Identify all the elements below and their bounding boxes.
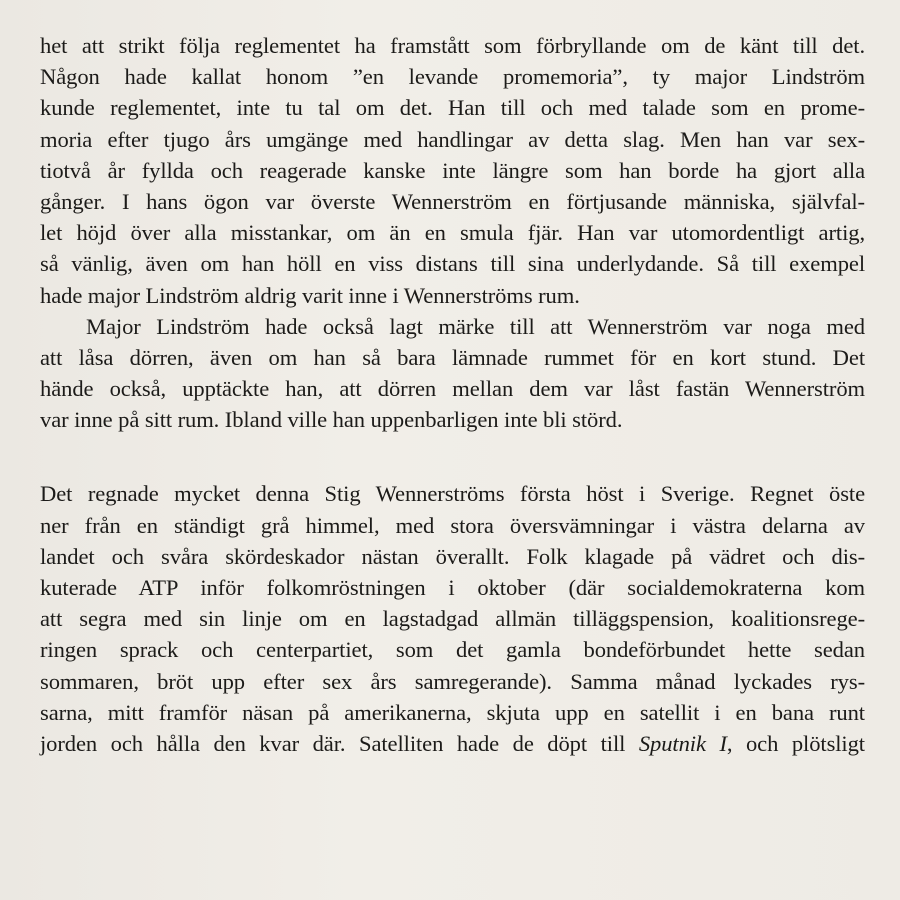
section-break xyxy=(40,435,865,478)
text-fragment: , och plötsligt xyxy=(726,730,865,756)
text-line: var inne på sitt rum. Ibland ville han uppenbarligen inte bli störd. xyxy=(40,407,623,433)
text-line: Det regnade mycket denna Stig Wennerströms första höst i Sverige. Regnet öste xyxy=(40,481,865,507)
text-line: sarna, mitt framför näsan på amerikanerna, skjuta upp en satellit i en bana runt xyxy=(40,699,865,725)
text-fragment: jorden och hålla den kvar där. Satelliten hade de döpt till xyxy=(40,730,639,756)
text-line xyxy=(40,728,865,759)
text-line: let höjd över alla misstankar, om än en smula fjär. Han var utomordentligt artig, xyxy=(40,220,865,246)
text-line: ner från en ständigt grå himmel, med stora översvämningar i västra delarna av xyxy=(40,512,865,538)
body-text xyxy=(40,30,865,759)
text-line: het att strikt följa reglementet ha framstått som förbryllande om de känt till det. xyxy=(40,33,865,58)
paragraph-2 xyxy=(40,311,865,436)
text-line: moria efter tjugo års umgänge med handlingar av detta slag. Men han var sex- xyxy=(40,126,865,152)
text-line: Någon hade kallat honom ”en levande promemoria”, ty major Lindström xyxy=(40,64,865,90)
text-line: hände också, upptäckte han, att dörren mellan dem var låst fastän Wennerström xyxy=(40,376,865,402)
text-line: hade major Lindström aldrig varit inne i Wennerströms rum. xyxy=(40,282,580,308)
italic-title: Sputnik I xyxy=(638,730,727,756)
text-line: Major Lindström hade också lagt märke till att Wennerström var noga med xyxy=(86,313,865,339)
text-line: ringen sprack och centerpartiet, som det gamla bondeförbundet hette sedan xyxy=(40,637,865,663)
text-line: landet och svåra skördeskador nästan överallt. Folk klagade på vädret och dis- xyxy=(40,543,865,569)
paragraph-1 xyxy=(40,30,865,311)
text-line: att låsa dörren, även om han så bara lämnade rummet för en kort stund. Det xyxy=(40,344,865,370)
text-line: gånger. I hans ögon var överste Wennerström en förtjusande människa, självfal- xyxy=(40,188,865,214)
text-line: så vänlig, även om han höll en viss distans till sina underlydande. Så till exempel xyxy=(40,251,865,277)
text-line: kuterade ATP inför folkomröstningen i oktober (där socialdemokraterna kom xyxy=(40,575,865,600)
text-line: kunde reglementet, inte tu tal om det. Han till och med talade som en prome- xyxy=(40,95,865,121)
text-line: att segra med sin linje om en lagstadgad allmän tilläggspension, koalitionsrege- xyxy=(40,606,865,632)
text-line: tiotvå år fyllda och reagerade kanske inte längre som han borde ha gjort alla xyxy=(40,157,865,183)
text-line: sommaren, bröt upp efter sex års samregerande). Samma månad lyckades rys- xyxy=(40,668,865,694)
paragraph-3 xyxy=(40,478,865,759)
